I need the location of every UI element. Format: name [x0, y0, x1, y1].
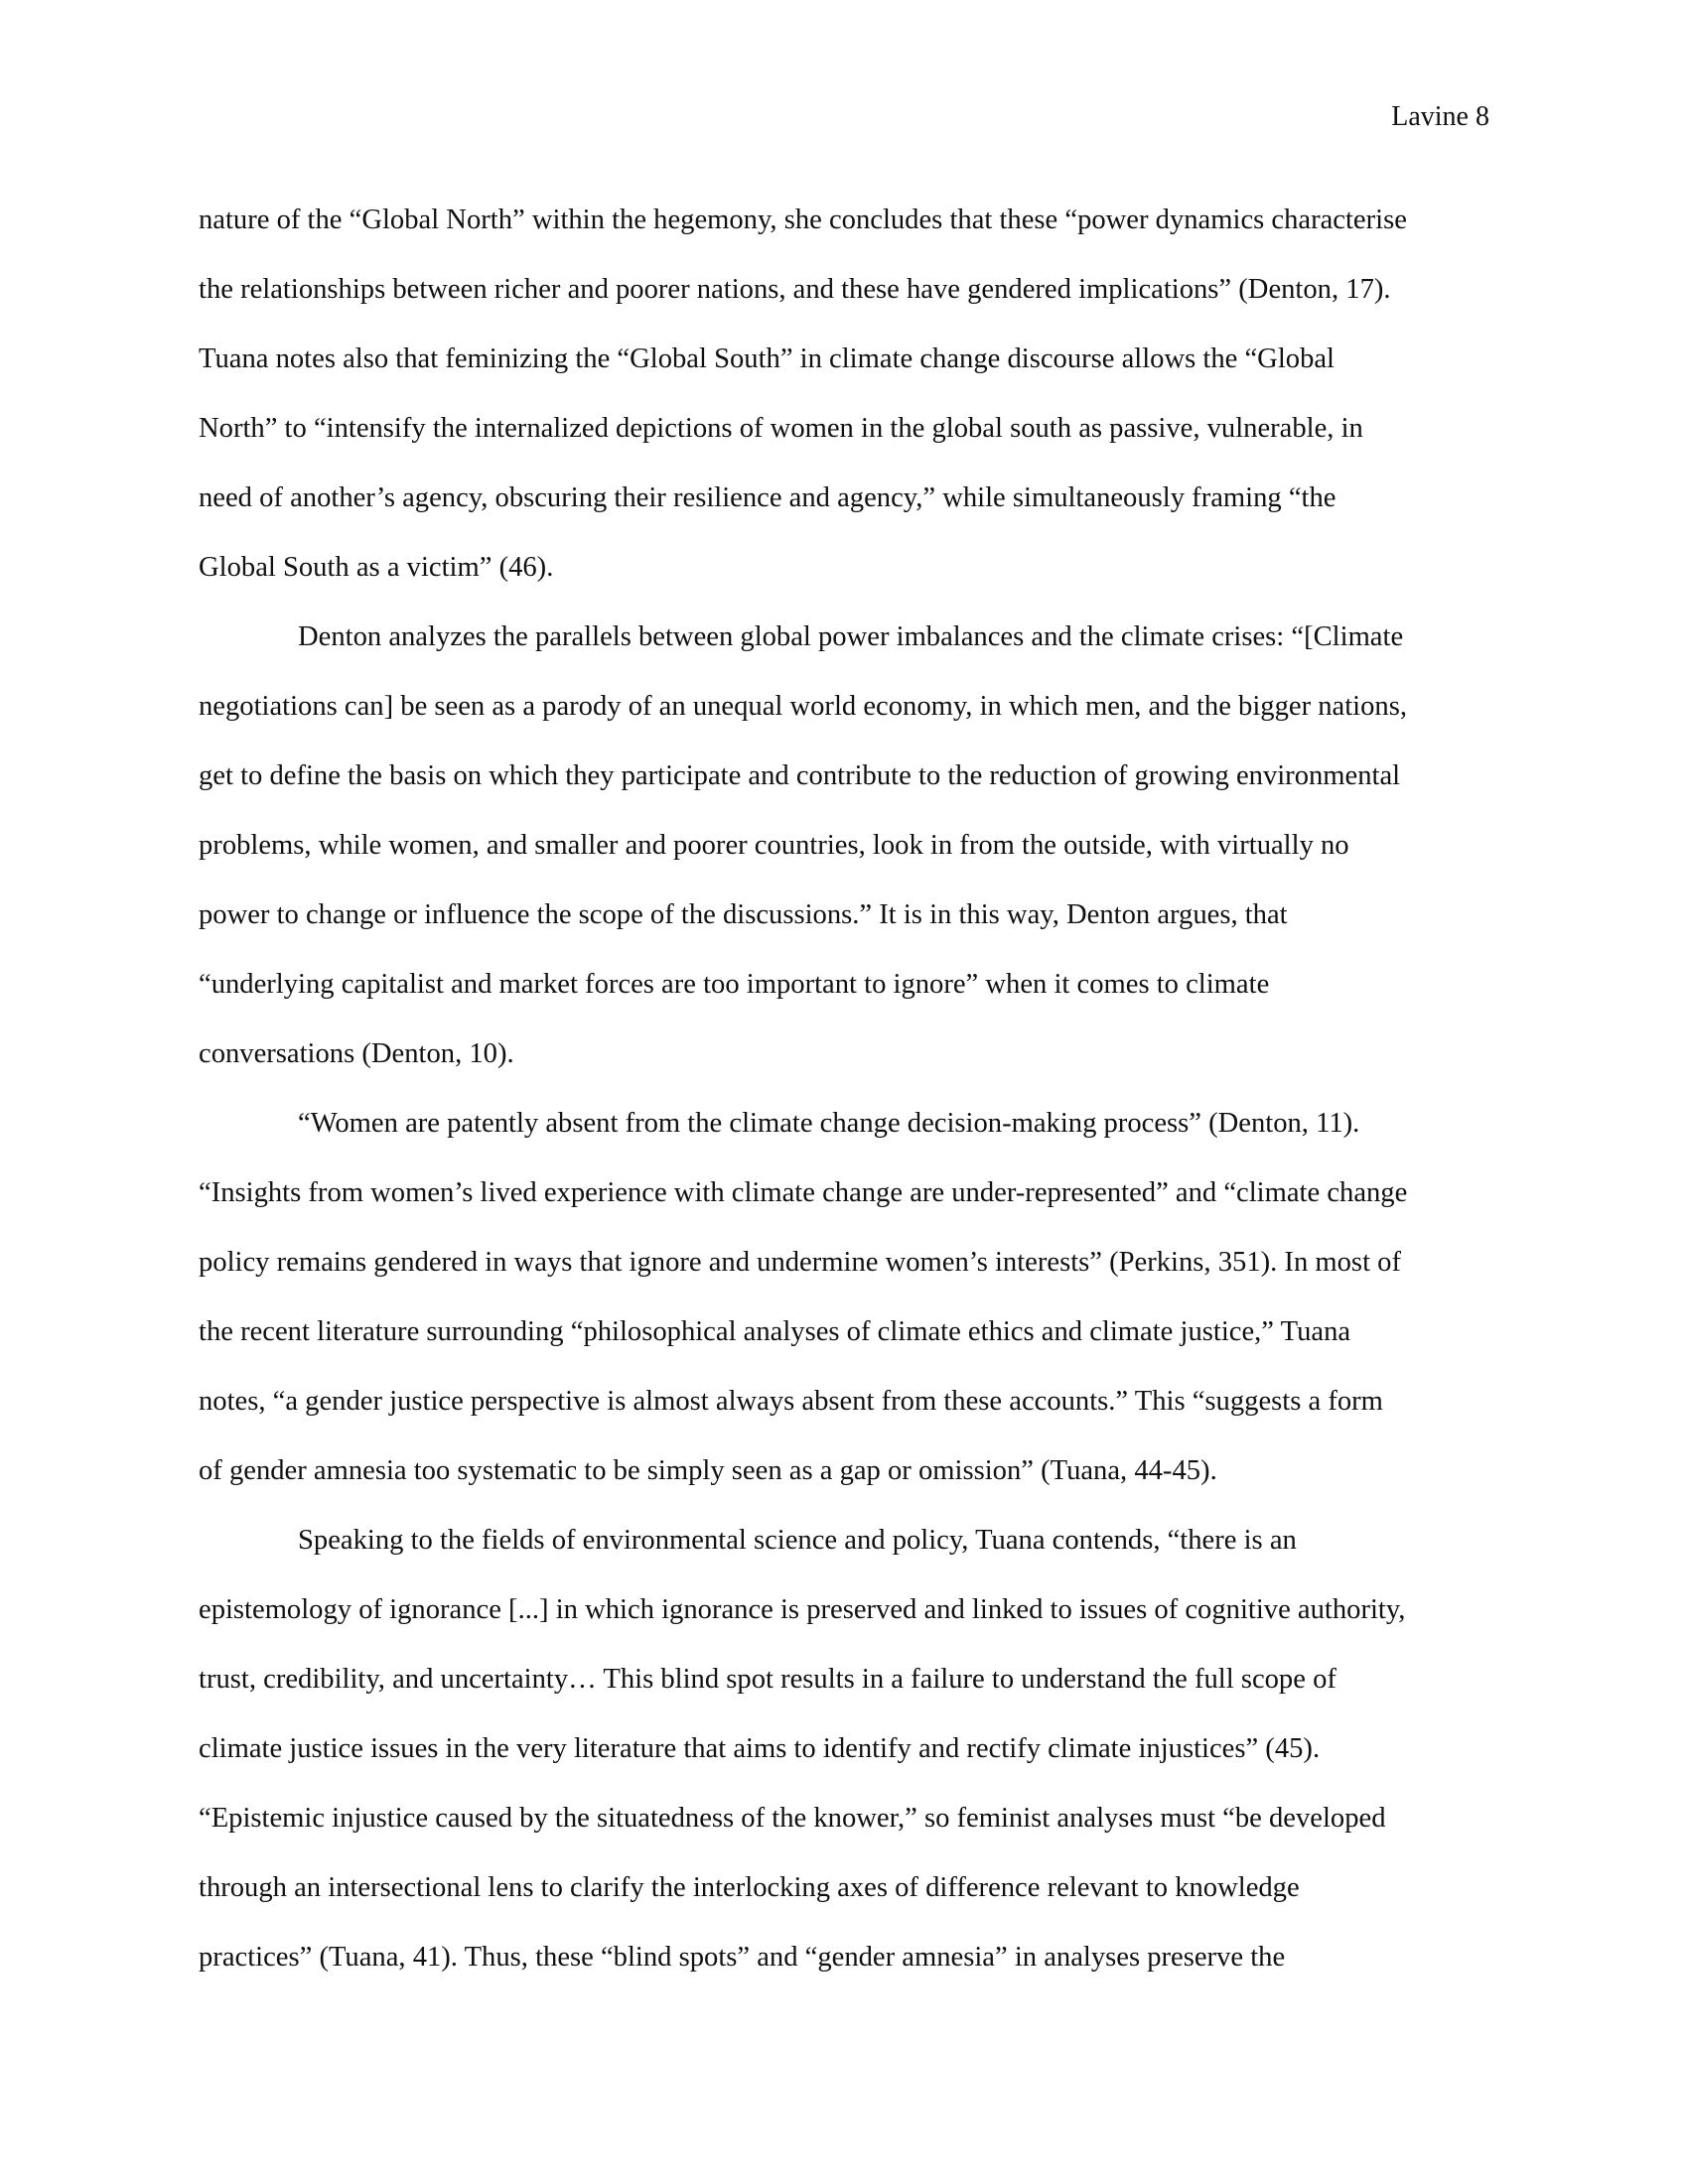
text-line: policy remains gendered in ways that ignore and undermine women’s interests” (Perkins, 351). In most of — [199, 1247, 1401, 1278]
text-line: climate justice issues in the very literature that aims to identify and rectify climate injustices” (45). — [199, 1733, 1321, 1764]
text-line: trust, credibility, and uncertainty… This blind spot results in a failure to understand the full scope of — [199, 1664, 1336, 1695]
text-line: epistemology of ignorance [...] in which ignorance is preserved and linked to issues of cognitive authority, — [199, 1594, 1406, 1625]
text-line: of gender amnesia too systematic to be simply seen as a gap or omission” (Tuana, 44-45). — [199, 1455, 1217, 1486]
text-line: “underlying capitalist and market forces are too important to ignore” when it comes to climate — [199, 969, 1270, 1000]
text-line: through an intersectional lens to clarify the interlocking axes of difference relevant to knowledge — [199, 1872, 1300, 1903]
text-line: North” to “intensify the internalized depictions of women in the global south as passive, vulnerable, in — [199, 413, 1363, 444]
text-line: “Epistemic injustice caused by the situatedness of the knower,” so feminist analyses must “be developed — [199, 1803, 1386, 1834]
text-line: “Insights from women’s lived experience with climate change are under-represented” and “climate change — [199, 1177, 1408, 1208]
text-line: the relationships between richer and poorer nations, and these have gendered implications” (Denton, 17). — [199, 274, 1391, 305]
text-line: power to change or influence the scope of the discussions.” It is in this way, Denton argues, that — [199, 899, 1288, 930]
text-line: practices” (Tuana, 41). Thus, these “blind spots” and “gender amnesia” in analyses preserve the — [199, 1942, 1286, 1973]
text-line: nature of the “Global North” within the hegemony, she concludes that these “power dynamics characterise — [199, 205, 1407, 235]
text-line: need of another’s agency, obscuring their resilience and agency,” while simultaneously framing “the — [199, 482, 1336, 513]
text-line: problems, while women, and smaller and poorer countries, look in from the outside, with virtually no — [199, 830, 1349, 861]
text-line: Tuana notes also that feminizing the “Global South” in climate change discourse allows the “Global — [199, 343, 1336, 374]
text-line: Global South as a victim” (46). — [199, 552, 554, 583]
text-line: conversations (Denton, 10). — [199, 1038, 514, 1069]
text-line: the recent literature surrounding “philosophical analyses of climate ethics and climate justice,” Tuana — [199, 1316, 1351, 1347]
running-header-page-number: Lavine 8 — [1391, 101, 1489, 132]
text-line: Speaking to the fields of environmental science and policy, Tuana contends, “there is an — [298, 1525, 1297, 1556]
document-body — [199, 193, 1489, 1999]
paragraph — [199, 1513, 1489, 1999]
text-line: notes, “a gender justice perspective is almost always absent from these accounts.” This “suggests a form — [199, 1386, 1383, 1417]
text-line: get to define the basis on which they participate and contribute to the reduction of growing environmental — [199, 760, 1401, 791]
paragraph — [199, 610, 1489, 1096]
text-line: negotiations can] be seen as a parody of an unequal world economy, in which men, and the bigger nations, — [199, 691, 1407, 722]
paragraph — [199, 193, 1489, 610]
text-line: Denton analyzes the parallels between global power imbalances and the climate crises: “[Climate — [298, 621, 1404, 652]
text-line: “Women are patently absent from the climate change decision-making process” (Denton, 11). — [298, 1108, 1360, 1139]
paragraph — [199, 1096, 1489, 1513]
